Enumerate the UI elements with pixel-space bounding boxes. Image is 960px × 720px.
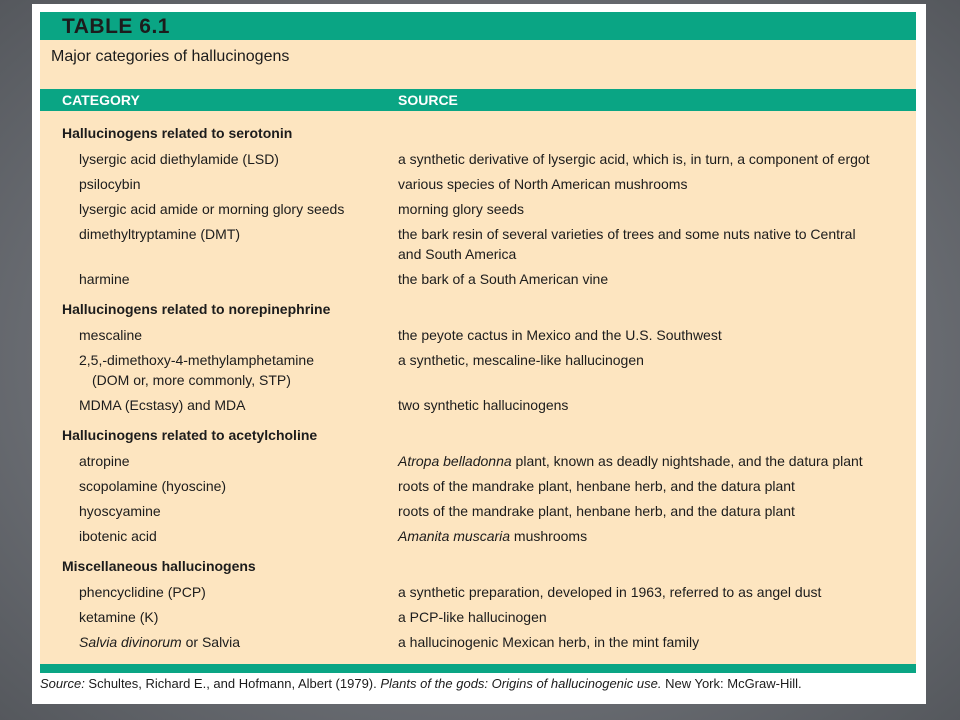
category-cell: ibotenic acid <box>79 528 157 544</box>
category-cell: harmine <box>79 271 130 287</box>
category-rest: or Salvia <box>181 634 241 650</box>
source-cell <box>398 526 587 546</box>
category-italic: Salvia divinorum <box>79 634 182 650</box>
source-italic: Atropa belladonna <box>398 453 512 469</box>
source-cell: a hallucinogenic Mexican herb, in the mint family <box>398 634 700 650</box>
category-cell: ketamine (K) <box>79 609 159 625</box>
source-cell: a synthetic derivative of lysergic acid, which is, in turn, a component of ergot <box>398 151 870 167</box>
group-title-norepinephrine: Hallucinogens related to norepinephrine <box>62 301 331 317</box>
bottom-bar <box>40 664 916 673</box>
source-cell: a PCP-like hallucinogen <box>398 609 547 625</box>
source-cell: the bark resin of several varieties of trees and some nuts native to Central <box>398 226 856 242</box>
category-cell: 2,5,-dimethoxy-4-methylamphetamine <box>79 352 314 368</box>
source-cell: two synthetic hallucinogens <box>398 397 569 413</box>
source-cell: morning glory seeds <box>398 201 525 217</box>
category-cell: hyoscyamine <box>79 503 161 519</box>
source-cell <box>398 451 863 471</box>
title-bar <box>40 12 916 40</box>
category-cell-line2: (DOM or, more commonly, STP) <box>92 372 291 388</box>
category-cell: psilocybin <box>79 176 141 192</box>
source-cell: a synthetic, mescaline-like hallucinogen <box>398 352 644 368</box>
source-italic: Amanita muscaria <box>398 528 511 544</box>
citation-label: Source: <box>40 676 85 691</box>
slide <box>32 4 926 704</box>
source-cell: roots of the mandrake plant, henbane herb, and the datura plant <box>398 478 795 494</box>
citation-publisher: New York: McGraw-Hill. <box>661 676 802 691</box>
source-rest: mushrooms <box>510 528 588 544</box>
category-cell: lysergic acid amide or morning glory seeds <box>79 201 345 217</box>
source-rest: plant, known as deadly nightshade, and the datura plant <box>511 453 863 469</box>
source-citation <box>40 676 802 691</box>
group-title-miscellaneous: Miscellaneous hallucinogens <box>62 558 256 574</box>
category-cell: mescaline <box>79 327 143 343</box>
category-cell <box>79 632 240 652</box>
citation-authors: Schultes, Richard E., and Hofmann, Albert (1979). <box>84 676 381 691</box>
category-cell: lysergic acid diethylamide (LSD) <box>79 151 279 167</box>
source-cell: various species of North American mushrooms <box>398 176 688 192</box>
source-cell-line2: and South America <box>398 246 517 262</box>
category-cell: MDMA (Ecstasy) and MDA <box>79 397 246 413</box>
category-cell: atropine <box>79 453 130 469</box>
citation-book: Plants of the gods: Origins of hallucinogenic use. <box>380 676 662 691</box>
header-category: CATEGORY <box>62 92 140 108</box>
source-cell: a synthetic preparation, developed in 1963, referred to as angel dust <box>398 584 822 600</box>
table-caption: Major categories of hallucinogens <box>51 48 290 65</box>
group-title-acetylcholine: Hallucinogens related to acetylcholine <box>62 427 318 443</box>
source-cell: roots of the mandrake plant, henbane herb, and the datura plant <box>398 503 795 519</box>
source-cell: the peyote cactus in Mexico and the U.S. Southwest <box>398 327 722 343</box>
category-cell: dimethyltryptamine (DMT) <box>79 226 241 242</box>
category-cell: scopolamine (hyoscine) <box>79 478 227 494</box>
category-cell: phencyclidine (PCP) <box>79 584 206 600</box>
column-header-bar <box>40 89 916 111</box>
table-panel <box>40 12 916 672</box>
table-label: TABLE 6.1 <box>62 15 170 38</box>
header-source: SOURCE <box>398 92 458 108</box>
group-title-serotonin: Hallucinogens related to serotonin <box>62 125 293 141</box>
source-cell: the bark of a South American vine <box>398 271 609 287</box>
